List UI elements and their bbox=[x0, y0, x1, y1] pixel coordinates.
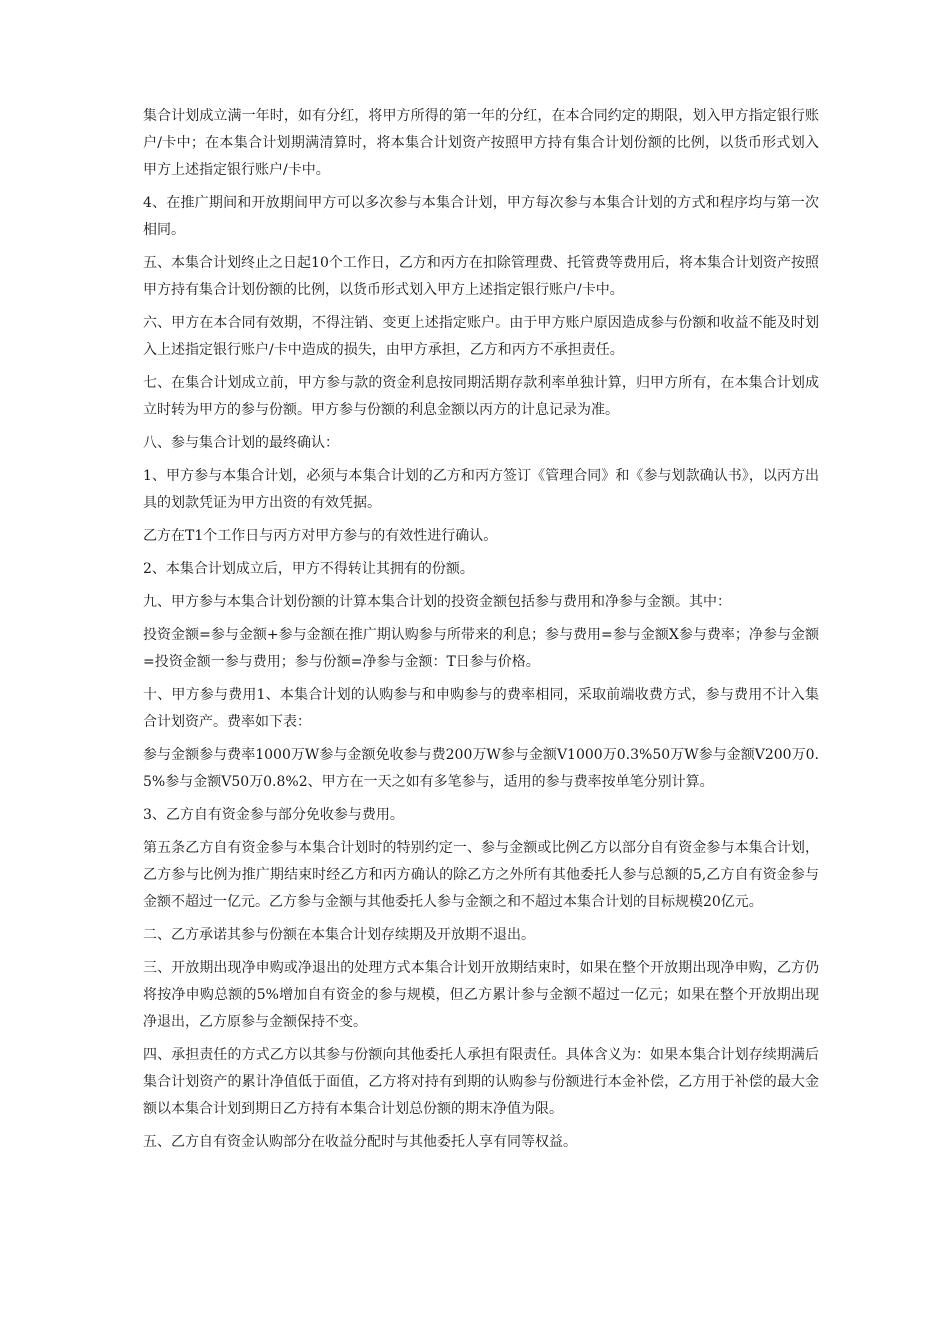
paragraph-15: 第五条乙方自有资金参与本集合计划时的特别约定一、参与金额或比例乙方以部分自有资金参与本集合计划，乙方参与比例为推广期结束时经乙方和丙方确认的除乙方之外所有其他委托人参与总额的5,乙方自有资金参与金额不超过一亿元。乙方参与金额与其他委托人参与金额之和不超过本集合计划的目标规模20亿元。 bbox=[143, 840, 819, 910]
paragraph-7: 1、甲方参与本集合计划，必须与本集合计划的乙方和丙方签订《管理合同》和《参与划款确认书》，以丙方出具的划款凭证为甲方出资的有效凭据。 bbox=[143, 468, 819, 511]
paragraph-2: 4、在推广期间和开放期间甲方可以多次参与本集合计划，甲方每次参与本集合计划的方式和程序均与第一次相同。 bbox=[143, 195, 819, 238]
paragraph-11: 投资金额=参与金额+参与金额在推广期认购参与所带来的利息；参与费用=参与金额X参与费率；净参与金额=投资金额一参与费用；参与份额=净参与金额：T日参与价格。 bbox=[143, 627, 819, 670]
document-body bbox=[143, 103, 819, 1162]
paragraph-12: 十、甲方参与费用1、本集合计划的认购参与和申购参与的费率相同，采取前端收费方式，参与费用不计入集合计划资产。费率如下表： bbox=[143, 687, 819, 730]
paragraph-19: 五、乙方自有资金认购部分在收益分配时与其他委托人享有同等权益。 bbox=[143, 1134, 577, 1150]
paragraph-1: 集合计划成立满一年时，如有分红，将甲方所得的第一年的分红，在本合同约定的期限，划入甲方指定银行账户/卡中；在本集合计划期满清算时，将本集合计划资产按照甲方持有集合计划份额的比例，以货币形式划入甲方上述指定银行账户/卡中。 bbox=[143, 108, 819, 178]
paragraph-10: 九、甲方参与本集合计划份额的计算本集合计划的投资金额包括参与费用和净参与金额。其中： bbox=[143, 594, 731, 610]
paragraph-4: 六、甲方在本合同有效期，不得注销、变更上述指定账户。由于甲方账户原因造成参与份额和收益不能及时划入上述指定银行账户/卡中造成的损失，由甲方承担，乙方和丙方不承担责任。 bbox=[143, 315, 819, 358]
paragraph-18: 四、承担责任的方式乙方以其参与份额向其他委托人承担有限责任。具体含义为：如果本集合计划存续期满后集合计划资产的累计净值低于面值，乙方将对持有到期的认购参与份额进行本金补偿，乙方用于补偿的最大金额以本集合计划到期日乙方持有本集合计划总份额的期末净值为限。 bbox=[143, 1047, 819, 1117]
paragraph-6: 八、参与集合计划的最终确认： bbox=[143, 435, 339, 451]
paragraph-17: 三、开放期出现净申购或净退出的处理方式本集合计划开放期结束时，如果在整个开放期出现净申购，乙方仍将按净申购总额的5%增加自有资金的参与规模，但乙方累计参与金额不超过一亿元；如果在整个开放期出现净退出，乙方原参与金额保持不变。 bbox=[143, 960, 819, 1030]
paragraph-14: 3、乙方自有资金参与部分免收参与费用。 bbox=[143, 807, 404, 823]
paragraph-16: 二、乙方承诺其参与份额在本集合计划存续期及开放期不退出。 bbox=[143, 927, 535, 943]
paragraph-8: 乙方在T1个工作日与丙方对甲方参与的有效性进行确认。 bbox=[143, 528, 498, 544]
paragraph-5: 七、在集合计划成立前，甲方参与款的资金利息按同期活期存款利率单独计算，归甲方所有，在本集合计划成立时转为甲方的参与份额。甲方参与份额的利息金额以丙方的计息记录为准。 bbox=[143, 375, 819, 418]
paragraph-9: 2、本集合计划成立后，甲方不得转让其拥有的份额。 bbox=[143, 561, 474, 577]
paragraph-3: 五、本集合计划终止之日起10个工作日，乙方和丙方在扣除管理费、托管费等费用后，将本集合计划资产按照甲方持有集合计划份额的比例，以货币形式划入甲方上述指定银行账户/卡中。 bbox=[143, 255, 819, 298]
paragraph-13: 参与金额参与费率1000万W参与金额免收参与费200万W参与金额V1000万0.3%50万W参与金额V200万0.5%参与金额V50万0.8%2、甲方在一天之如有多笔参与，适用的参与费率按单笔分别计算。 bbox=[143, 747, 819, 790]
